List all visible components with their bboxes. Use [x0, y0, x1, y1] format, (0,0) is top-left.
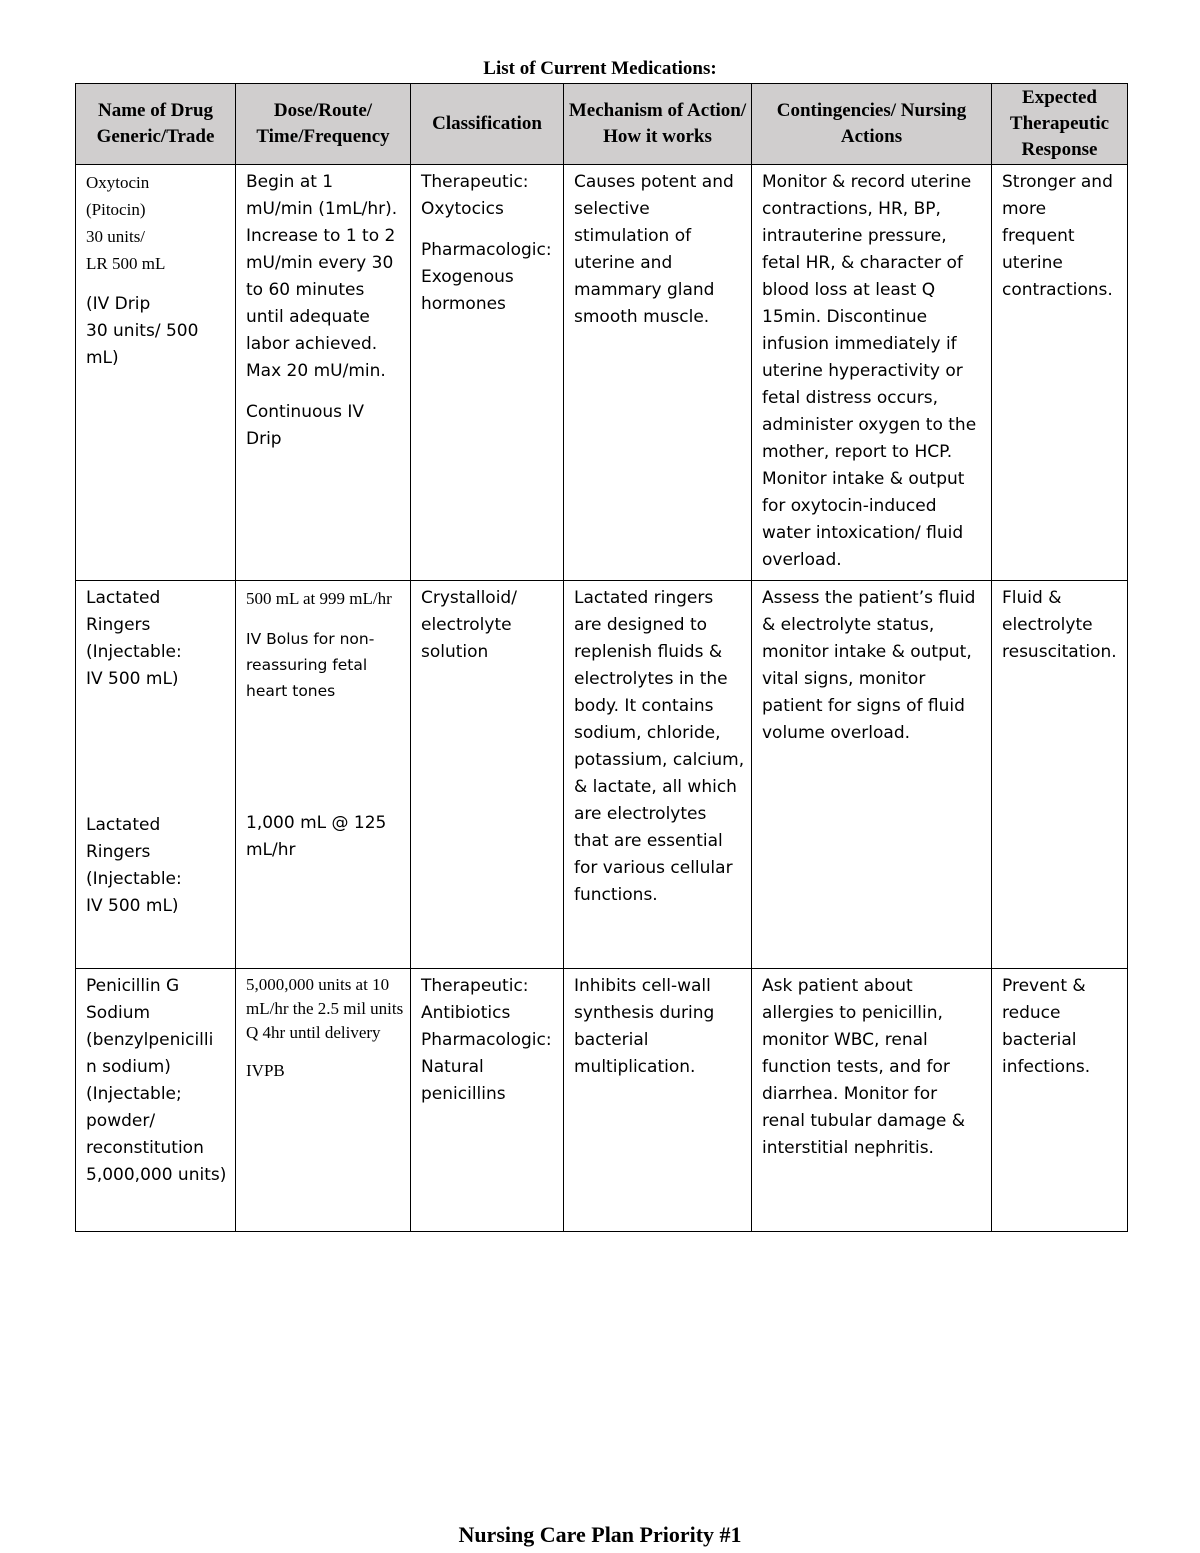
classification-text: Crystalloid/ electrolyte solution	[421, 588, 517, 662]
contingencies-cell	[752, 969, 992, 1232]
classification-pharmacologic: Pharmacologic: Exogenous hormones	[421, 240, 552, 314]
table-row	[76, 581, 1128, 969]
mechanism-cell	[564, 165, 752, 581]
header-contingencies: Contingencies/ Nursing Actions	[752, 84, 992, 165]
mechanism-text: Lactated ringers are designed to replenish fluids & electrolytes in the body. It contains sodium, chloride, potassium, calcium, & lactate, all which are electrolytes that are essential for various cellular functions.	[574, 588, 745, 905]
drug-name-cell	[76, 581, 236, 969]
table-row	[76, 165, 1128, 581]
response-text: Stronger and more frequent uterine contractions.	[1002, 172, 1113, 300]
mechanism-text: Inhibits cell-wall synthesis during bacterial multiplication.	[574, 976, 715, 1077]
dose-text: 5,000,000 units at 10 mL/hr the 2.5 mil units Q 4hr until delivery	[246, 975, 404, 1042]
classification-cell	[411, 581, 564, 969]
response-text: Fluid & electrolyte resuscitation.	[1002, 588, 1117, 662]
header-mechanism: Mechanism of Action/ How it works	[564, 84, 752, 165]
contingencies-text: Monitor & record uterine contractions, HR, BP, intrauterine pressure, fetal HR, & character of blood loss at least Q 15min. Discontinue infusion immediately if uterine hyperactivity or fetal distress occurs, administer oxygen to the mother, report to HCP. Monitor intake & output for oxytocin-induced water intoxication/ fluid overload.	[762, 172, 977, 570]
dose-text: Begin at 1 mU/min (1mL/hr). Increase to 1 to 2 mU/min every 30 to 60 minutes until adequate labor achieved. Max 20 mU/min.	[246, 172, 398, 381]
mechanism-text: Causes potent and selective stimulation of uterine and mammary gland smooth muscle.	[574, 172, 734, 327]
classification-therapeutic: Therapeutic: Oxytocics	[421, 172, 529, 219]
response-cell	[992, 581, 1128, 969]
contingencies-cell	[752, 581, 992, 969]
mechanism-cell	[564, 581, 752, 969]
table-row	[76, 969, 1128, 1232]
dose-cell	[236, 969, 411, 1232]
drug-name-cell	[76, 165, 236, 581]
dose-text: 500 mL at 999 mL/hr	[246, 589, 392, 608]
drug-name-cell	[76, 969, 236, 1232]
drug-name: Penicillin G Sodium (benzylpenicilli n sodium) (Injectable; powder/ reconstitution 5,000,000 units)	[86, 976, 227, 1185]
contingencies-cell	[752, 165, 992, 581]
medications-table	[75, 83, 1128, 1232]
contingencies-text: Ask patient about allergies to penicillin, monitor WBC, renal function tests, and for diarrhea. Monitor for renal tubular damage & interstitial nephritis.	[762, 976, 966, 1158]
header-classification: Classification	[411, 84, 564, 165]
response-text: Prevent & reduce bacterial infections.	[1002, 976, 1091, 1077]
dose-cell	[236, 165, 411, 581]
classification-cell	[411, 969, 564, 1232]
header-row	[76, 84, 1128, 165]
drug-name: Lactated Ringers (Injectable: IV 500 mL)	[86, 815, 182, 916]
drug-name: Oxytocin (Pitocin) 30 units/ LR 500 mL	[86, 173, 166, 273]
drug-name: Lactated Ringers (Injectable: IV 500 mL)	[86, 588, 182, 689]
response-cell	[992, 969, 1128, 1232]
contingencies-text: Assess the patient’s fluid & electrolyte status, monitor intake & output, vital signs, monitor patient for signs of fluid volume overload.	[762, 588, 976, 743]
dose-text: 1,000 mL @ 125 mL/hr	[246, 813, 387, 860]
header-drug-name: Name of Drug Generic/Trade	[76, 84, 236, 165]
dose-route: IV Bolus for non-reassuring fetal heart tones	[246, 630, 375, 700]
section-heading: Nursing Care Plan Priority #1	[458, 1522, 742, 1547]
header-expected-response: Expected Therapeutic Response	[992, 84, 1128, 165]
mechanism-cell	[564, 969, 752, 1232]
dose-route: IVPB	[246, 1061, 285, 1080]
page-title: List of Current Medications:	[483, 58, 717, 79]
dose-cell	[236, 581, 411, 969]
drug-route-note: (IV Drip 30 units/ 500 mL)	[86, 294, 199, 368]
dose-route: Continuous IV Drip	[246, 402, 365, 449]
response-cell	[992, 165, 1128, 581]
header-dose-route: Dose/Route/ Time/Frequency	[236, 84, 411, 165]
classification-cell	[411, 165, 564, 581]
classification-text: Therapeutic: Antibiotics Pharmacologic: Natural penicillins	[421, 976, 552, 1104]
